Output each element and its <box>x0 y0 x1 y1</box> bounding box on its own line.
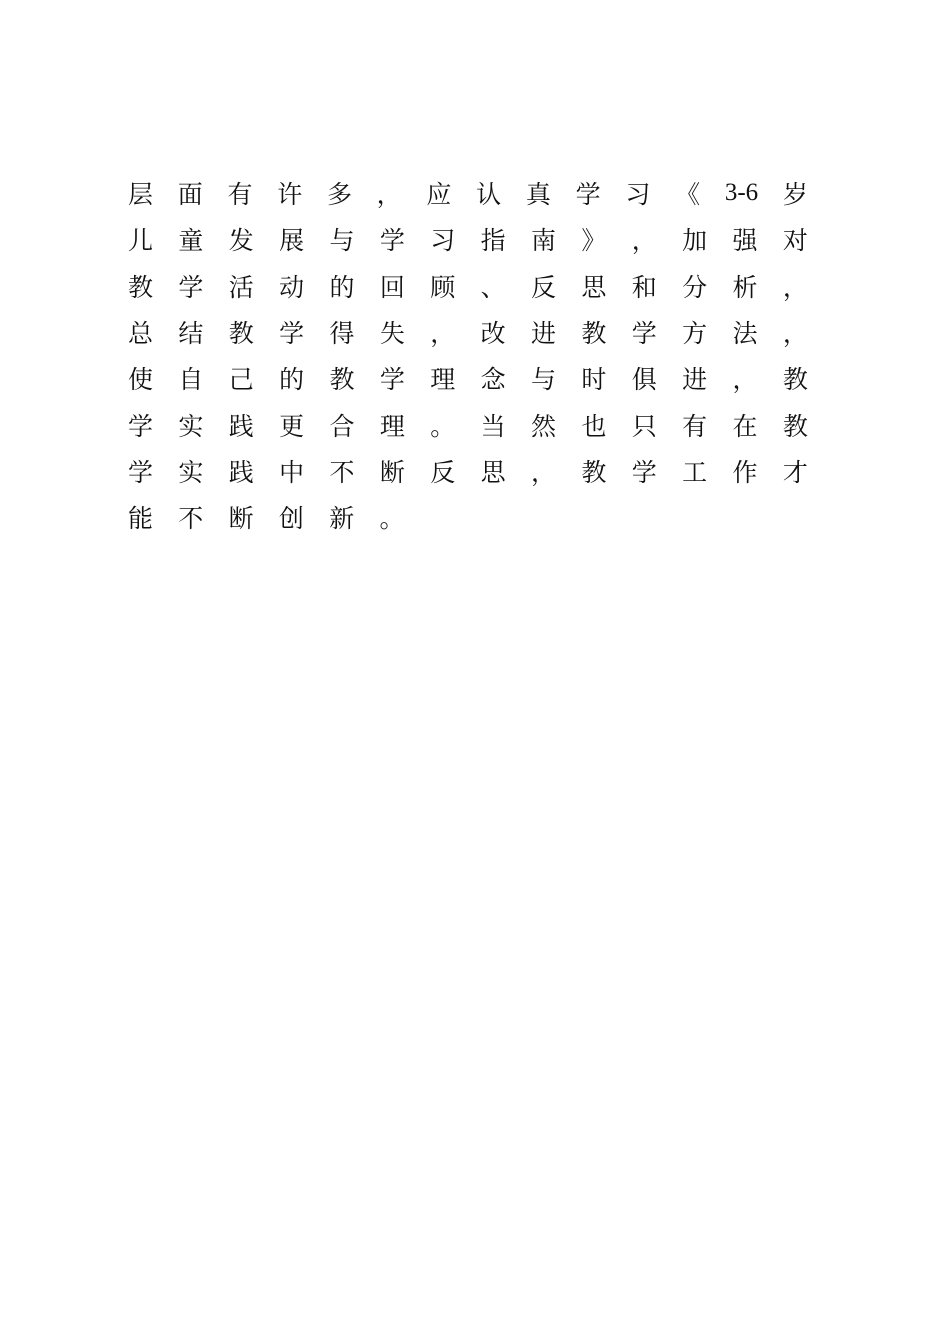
text-char: 时 <box>581 365 607 395</box>
text-char: ， <box>376 180 402 210</box>
text-char: 教 <box>228 319 254 349</box>
text-char: 与 <box>531 365 557 395</box>
text-char: 实 <box>178 411 204 441</box>
text-char: 的 <box>329 272 355 302</box>
text-char: 3-6 <box>724 179 759 207</box>
text-char: 使 <box>128 365 154 395</box>
text-line <box>128 401 808 447</box>
text-char: 分 <box>682 272 708 302</box>
text-char: 失 <box>379 319 405 349</box>
text-char: 学 <box>128 411 154 441</box>
text-char: 作 <box>732 457 758 487</box>
text-char: 才 <box>782 457 808 487</box>
text-char: 指 <box>480 226 506 256</box>
text-char: 然 <box>531 411 557 441</box>
text-char: 践 <box>228 411 254 441</box>
text-char: 践 <box>228 457 254 487</box>
text-char: 自 <box>178 365 204 395</box>
text-char: 岁 <box>782 180 808 210</box>
text-char: 的 <box>279 365 305 395</box>
text-char: 理 <box>379 411 405 441</box>
text-char: 法 <box>732 319 758 349</box>
text-char: 在 <box>732 411 758 441</box>
text-char: ， <box>732 365 758 395</box>
text-line <box>128 448 808 494</box>
text-char: 许 <box>277 180 303 210</box>
text-char: 也 <box>581 411 607 441</box>
text-char: 真 <box>525 180 551 210</box>
text-char: 童 <box>178 226 204 256</box>
text-char: 强 <box>732 226 758 256</box>
text-char: 有 <box>682 411 708 441</box>
text-char: 学 <box>379 365 405 395</box>
text-char: 学 <box>575 180 601 210</box>
text-char: 教 <box>581 319 607 349</box>
text-char: 断 <box>379 457 405 487</box>
text-char: 、 <box>480 272 506 302</box>
text-char: 合 <box>329 411 355 441</box>
text-char: ， <box>782 319 808 349</box>
text-char: 《 <box>675 180 701 210</box>
text-char: 儿 <box>128 226 154 256</box>
text-char: 方 <box>682 319 708 349</box>
text-char: 教 <box>782 365 808 395</box>
text-char: 学 <box>279 319 305 349</box>
text-char: 与 <box>329 226 355 256</box>
text-char: 新 <box>329 504 355 534</box>
text-char: 南 <box>531 226 557 256</box>
text-char: ， <box>631 226 657 256</box>
text-char: 工 <box>682 457 708 487</box>
text-char: 中 <box>279 457 305 487</box>
text-char: 。 <box>430 411 456 441</box>
text-char: 反 <box>531 272 557 302</box>
text-line <box>128 170 808 216</box>
text-char: 习 <box>625 180 651 210</box>
text-char: 进 <box>531 319 557 349</box>
text-char: 层 <box>128 180 154 210</box>
text-char: 不 <box>178 504 204 534</box>
text-char: 回 <box>379 272 405 302</box>
text-char: 有 <box>227 180 253 210</box>
text-char: 学 <box>379 226 405 256</box>
text-char: 学 <box>631 319 657 349</box>
text-char: 进 <box>682 365 708 395</box>
text-char: 创 <box>278 504 304 534</box>
text-char: 教 <box>581 457 607 487</box>
text-char: 只 <box>631 411 657 441</box>
text-char: 发 <box>228 226 254 256</box>
text-char: 学 <box>128 457 154 487</box>
text-char: 习 <box>430 226 456 256</box>
text-char: 》 <box>581 226 607 256</box>
text-char: 己 <box>228 365 254 395</box>
text-char: 思 <box>581 272 607 302</box>
text-char: ， <box>430 319 456 349</box>
text-char: 对 <box>782 226 808 256</box>
text-char: ， <box>531 457 557 487</box>
text-char: 不 <box>329 457 355 487</box>
text-char: 更 <box>279 411 305 441</box>
text-char: 念 <box>480 365 506 395</box>
text-char: 实 <box>178 457 204 487</box>
text-char: 多 <box>326 180 352 210</box>
text-char: 顾 <box>430 272 456 302</box>
text-char: 总 <box>128 319 154 349</box>
body-paragraph <box>128 170 808 540</box>
text-line <box>128 263 808 309</box>
text-char: 反 <box>430 457 456 487</box>
text-char: 。 <box>379 504 405 534</box>
text-char: 认 <box>476 180 502 210</box>
text-char: 当 <box>480 411 506 441</box>
text-char: 断 <box>228 504 254 534</box>
text-char: 和 <box>631 272 657 302</box>
text-char: 教 <box>128 272 154 302</box>
text-char: 改 <box>480 319 506 349</box>
text-line <box>128 494 808 540</box>
text-char: 加 <box>682 226 708 256</box>
text-char: 学 <box>178 272 204 302</box>
text-char: 思 <box>480 457 506 487</box>
text-line <box>128 355 808 401</box>
text-line <box>128 309 808 355</box>
text-char: 析 <box>732 272 758 302</box>
text-line <box>128 216 808 262</box>
text-char: 活 <box>228 272 254 302</box>
text-char: 应 <box>426 180 452 210</box>
text-char: 教 <box>782 411 808 441</box>
text-char: 面 <box>177 180 203 210</box>
text-char: 学 <box>631 457 657 487</box>
text-char: 理 <box>430 365 456 395</box>
text-char: 俱 <box>631 365 657 395</box>
text-char: 能 <box>128 504 154 534</box>
text-char: 展 <box>279 226 305 256</box>
text-char: 得 <box>329 319 355 349</box>
text-char: 动 <box>279 272 305 302</box>
text-char: 结 <box>178 319 204 349</box>
text-char: 教 <box>329 365 355 395</box>
text-char: ， <box>782 272 808 302</box>
